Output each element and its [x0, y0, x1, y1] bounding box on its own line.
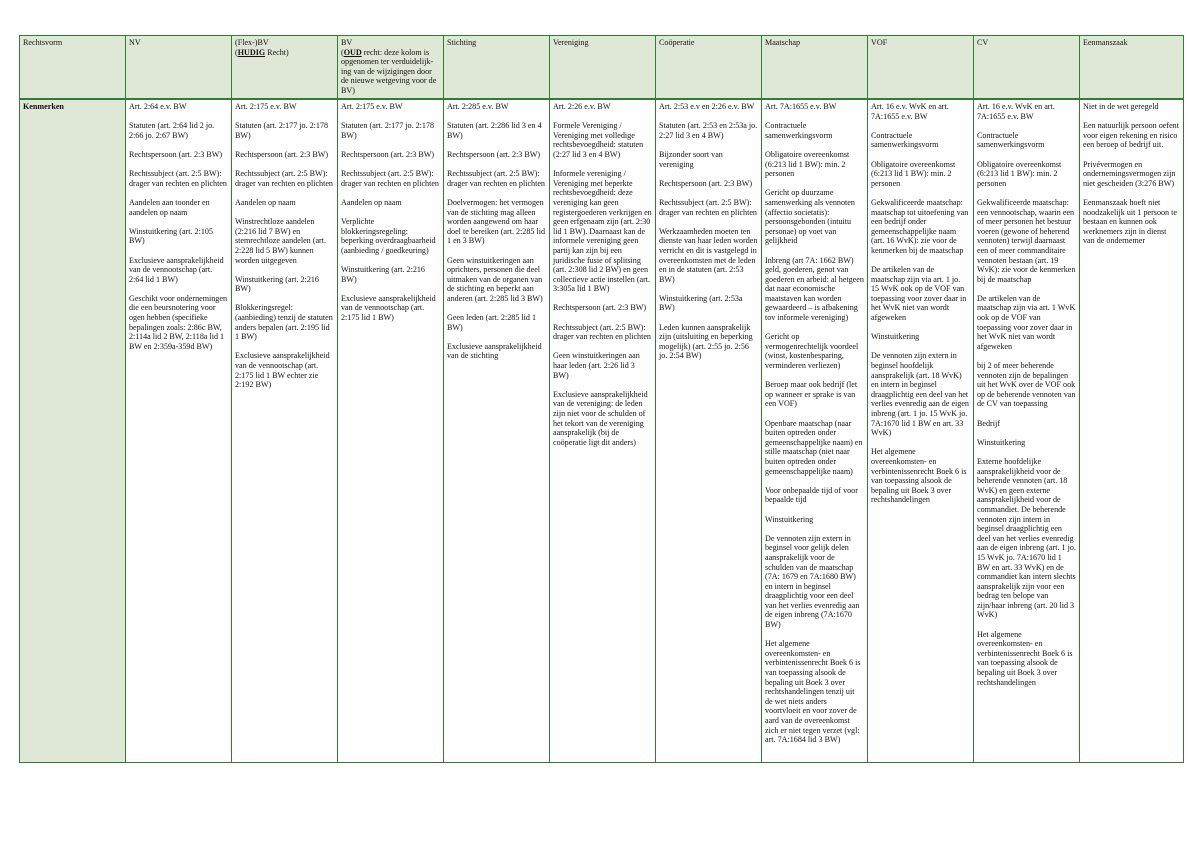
- cell-paragraph: Privévermogen en ondernemingsvermogen zijn niet gescheiden (3:276 BW): [1083, 159, 1176, 188]
- cell-paragraph: Leden kunnen aansprakelijk zijn (uitsluiting en beperking mogelijk) (art. 2:55 jo. 2:56 jo. 2:54 BW): [659, 322, 753, 361]
- cell-paragraph: Exclusieve aansprakelijkheid van de vereniging: de leden zijn niet voor de schulden of het tekort van de vereniging aansprakelijk (bij de coöperatie ligt dit anders): [553, 389, 648, 447]
- cell-paragraph: Art. 2:285 e.v. BW: [447, 102, 509, 111]
- cell-paragraph: Winstuitkering (art. 2:216 BW): [341, 265, 425, 284]
- cell-paragraph: De artikelen van de maatschap zijn via art. 1 WvK ook op de VOF van toepassing voor zover daar in het WvK niet van wordt afgeweken: [977, 293, 1076, 351]
- cell-paragraph: Geen winstuitkeringen aan oprichters, personen die deel uitmaken van de organen van de stichting en beperkt aan anderen (art. 2:285 lid 3 BW): [447, 255, 543, 303]
- cell-paragraph: Blokkeringsregel: (aanbieding) tenzij de statuten anders bepalen (art. 2:195 lid 1 BW): [235, 303, 333, 342]
- cell-cooperatie: [656, 100, 762, 763]
- cell-paragraph: Doelvermogen: het vermogen van de stichting mag alleen worden aangewend om haar doel te bereiken (art. 2:285 lid 1 en 3 BW): [447, 197, 545, 246]
- cell-paragraph: Art. 7A:1655 e.v. BW: [765, 102, 837, 111]
- cell-paragraph: Exclusieve aansprakelijkheid van de stichting: [447, 341, 542, 361]
- cell-paragraph: Gekwalificeerde maatschap: een vennootschap, waarin een of meer personen het bestuur voeren (gewone of beherend vennoten) terwijl daarnaast een of meer commanditaire vennoten bestaan (art. 19 WvK): zie voor de kenmerken bij de maatschap: [977, 197, 1076, 284]
- cell-paragraph: Art. 16 e.v. WvK en art. 7A:1655 e.v. BW: [871, 102, 949, 121]
- cell-paragraph: Art. 2:175 e.v. BW: [235, 102, 297, 111]
- cell-paragraph: Het algemene overeenkomsten- en verbintenissenrecht Boek 6 is van toepassing alsook de bepaling uit Boek 3 over rechtshandelingen tenzij uit de wet niets anders voortvloeit en voor zover de aard van de overeenkomst zich er niet tegen verzet (vgl: art. 7A:1684 lid 3 BW): [765, 639, 861, 745]
- cell-paragraph: Rechtspersoon (art. 2:3 BW): [659, 178, 753, 188]
- cell-paragraph: Rechtspersoon (art. 2:3 BW): [447, 149, 541, 159]
- cell-paragraph: Aandelen op naam: [235, 197, 296, 207]
- cell-paragraph: Statuten (art. 2:177 jo. 2:178 BW): [235, 121, 329, 140]
- cell-paragraph: Art. 2:53 e.v en 2:26 e.v. BW: [659, 102, 755, 111]
- cell-paragraph: Rechtssubject (art. 2:5 BW): drager van rechten en plichten: [341, 169, 439, 188]
- header-cv: CV: [974, 36, 1080, 99]
- cell-paragraph: Winstuitkering (art. 2:216 BW): [235, 274, 319, 294]
- header-eenmanszaak: Eenmanszaak: [1080, 36, 1184, 99]
- cell-paragraph: Art. 2:175 e.v. BW: [341, 102, 403, 111]
- cell-paragraph: Gekwalificeerde maatschap: maatschap tot uitoefening van een bedrijf onder gemeenschappelijke naam (art. 16 WvK): zie voor de kenmerken bij de maatschap: [871, 197, 969, 255]
- cell-paragraph: Bedrijf: [977, 418, 1000, 428]
- header-cooperatie: Coöperatie: [656, 36, 762, 99]
- cell-flexbv: [232, 100, 338, 763]
- cell-vof: [868, 100, 974, 763]
- cell-paragraph: bij 2 of meer beherende vennoten zijn de bepalingen uit het WvK over de VOF ook op de beherende vennoten van de CV van toepassing: [977, 361, 1076, 409]
- cell-paragraph: Art. 2:64 e.v. BW: [129, 102, 187, 111]
- cell-paragraph: Contractuele samenwerkingsvorm: [977, 130, 1045, 150]
- kenmerken-label: Kenmerken: [20, 100, 126, 763]
- cell-paragraph: Voor onbepaalde tijd of voor bepaalde tijd: [765, 485, 858, 505]
- cell-maatschap: [762, 100, 868, 763]
- cell-paragraph: Geen winstuitkeringen aan haar leden (art. 2:26 lid 3 BW): [553, 351, 640, 380]
- cell-paragraph: Winstrechtloze aandelen (2:216 lid 7 BW) en stemrechtloze aandelen (art. 2:228 lid 5 BW) kunnen worden uitgegeven: [235, 217, 327, 265]
- kenmerken-row: [20, 100, 1184, 763]
- cell-paragraph: Art. 16 e.v. WvK en art. 7A:1655 e.v. BW: [977, 102, 1055, 121]
- cell-cv: [974, 100, 1080, 763]
- kenmerken-table: [19, 99, 1184, 763]
- cell-paragraph: Bijzonder soort van vereniging: [659, 149, 723, 169]
- cell-paragraph: Exclusieve aansprakelijkheid van de vennootschap (art. 2:175 lid 1 BW): [341, 293, 436, 323]
- cell-paragraph: Rechtspersoon (art. 2:3 BW): [129, 149, 223, 159]
- cell-paragraph: Formele Vereniging / Vereniging met volledige rechtsbevoegdheid: statuten (2:27 lid 3 en 4 BW): [553, 121, 644, 159]
- cell-paragraph: Statuten (art. 2:53 en 2:53a jo. 2:27 lid 3 en 4 BW): [659, 121, 758, 140]
- cell-paragraph: Obligatoire overeenkomst (6:213 lid 1 BW): min. 2 personen: [871, 159, 956, 188]
- cell-paragraph: Rechtssubject (art. 2:5 BW): drager van rechten en plichten: [129, 169, 227, 188]
- cell-paragraph: Winstuitkering (art. 2:105 BW): [129, 226, 213, 246]
- cell-paragraph: Het algemene overeenkomsten- en verbintenissenrecht Boek 6 is van toepassing alsook de bepaling uit Boek 3 over rechtshandelingen: [871, 447, 967, 505]
- cell-paragraph: Het algemene overeenkomsten- en verbintenissenrecht Boek 6 is van toepassing alsook de bepaling uit Boek 3 over rechtshandelingen: [977, 629, 1073, 687]
- cell-paragraph: Statuten (art. 2:286 lid 3 en 4 BW): [447, 121, 542, 140]
- cell-eenmanszaak: [1080, 100, 1184, 763]
- cell-paragraph: Rechtssubject (art. 2:5 BW): drager van rechten en plichten: [447, 169, 545, 188]
- cell-paragraph: Gericht op vermogenrechtelijk voordeel (winst, kostenbesparing, verminderen verliezen): [765, 332, 859, 371]
- cell-paragraph: Werkzaamheden moeten ten dienste van haar leden worden verricht en dit is vastgelegd in overeenkomsten met de leden en in de statuten (art. 2:53 BW): [659, 226, 758, 284]
- cell-paragraph: Informele vereniging / Vereniging met beperkte rechtsbevoegdheid: deze vereniging kan geen registergoederen verkrijgen en geen erfgenaam zijn (art. 2:30 lid 1 BW). Daarnaast kan de informele vereniging geen partij kan zijn bij een juridische fusie of splitsing (art. 2:308 lid 2 BW) en geen collectieve actie instellen (art. 3:305a lid 1 BW): [553, 169, 652, 294]
- cell-paragraph: Rechtspersoon (art. 2:3 BW): [341, 149, 435, 159]
- header-vereniging: Vereniging: [550, 36, 656, 99]
- cell-paragraph: Rechtssubject (art. 2:5 BW): drager van rechten en plichten: [659, 197, 757, 217]
- cell-paragraph: De vennoten zijn extern in beginsel voor gelijk delen aansprakelijk voor de schulden van de maatschap (7A: 1679 en 7A:1680 BW) en intern in beginsel draagplichtig voor een deel van het verlies evenredig aan de eigen inbreng (7A:1670 BW): [765, 533, 860, 630]
- cell-paragraph: Inbreng (art 7A: 1662 BW) geld, goederen, genot van goederen en arbeid: al hetgeen dat naar economische maatstaven kan worden gewaardeerd – is afbakening tov informele vereniging): [765, 255, 864, 323]
- header-oudbv: BV (OUD recht: deze kolom is opgenomen ter verduidelijk-ing van de wijzigingen door de nieuwe wetgeving voor de BV): [338, 36, 444, 99]
- cell-paragraph: Rechtssubject (art. 2:5 BW): drager van rechten en plichten: [553, 322, 651, 342]
- cell-vereniging: [550, 100, 656, 763]
- cell-paragraph: Obligatoire overeenkomst (6:213 lid 1 BW): min. 2 personen: [977, 159, 1062, 188]
- cell-paragraph: Winstuitkering (art. 2:53a BW): [659, 293, 743, 313]
- header-vof: VOF: [868, 36, 974, 99]
- cell-oudbv: [338, 100, 444, 763]
- cell-paragraph: Winstuitkering: [871, 332, 920, 342]
- header-row: [20, 36, 1184, 99]
- cell-paragraph: Externe hoofdelijke aansprakelijkheid voor de beherende vennoten (art. 18 WvK) en geen externe aansprakelijkheid voor de commandiet. De beherende vennoten zijn intern in beginsel draagplichtig een deel van het verlies evenredig aan de eigen inbreng (art. 1 jo. 15 WvK jo. 7A:1670 lid 1 BW en art. 33 WvK) en de commandiet kan intern slechts aansprakelijk zijn voor een bedrag ten belope van zijn/haar inbreng (art. 20 lid 3 WvK): [977, 456, 1076, 620]
- header-maatschap: Maatschap: [762, 36, 868, 99]
- cell-nv: [126, 100, 232, 763]
- cell-paragraph: Rechtspersoon (art. 2:3 BW): [235, 149, 329, 159]
- cell-paragraph: De vennoten zijn extern in beginsel hoofdelijk aansprakelijk (art. 18 WvK) en intern in beginsel draagplichtig een deel van het verlies evenredig aan de eigen inbreng (art. 1 jo. 15 WvK jo. 7A:1670 lid 1 BW en art. 33 WvK): [871, 351, 969, 438]
- cell-paragraph: Openbare maatschap (naar buiten optreden onder gemeenschappelijke naam) en stille maatschap (niet naar buiten optreden onder gemeenschappelijke naam): [765, 418, 863, 476]
- cell-paragraph: Statuten (art. 2:64 lid 2 jo. 2:66 jo. 2:67 BW): [129, 121, 215, 140]
- cell-paragraph: Contractuele samenwerkingsvorm: [871, 130, 939, 150]
- cell-paragraph: Rechtspersoon (art. 2:3 BW): [553, 303, 647, 313]
- header-table: [19, 35, 1184, 99]
- header-nv: NV: [126, 36, 232, 99]
- cell-paragraph: De artikelen van de maatschap zijn via art. 1 jo. 15 WvK ook op de VOF van toepassing voor zover daar in het WvK niet van wordt afgeweken: [871, 265, 967, 323]
- cell-paragraph: Niet in de wet geregeld: [1083, 102, 1159, 111]
- header-flexbv: (Flex-)BV (HUDIG Recht): [232, 36, 338, 99]
- cell-stichting: [444, 100, 550, 763]
- cell-paragraph: Verplichte blokkeringsregeling: beperking overdraagbaarheid (aanbieding / goedkeuring): [341, 217, 436, 255]
- cell-paragraph: Statuten (art. 2:177 jo. 2:178 BW): [341, 121, 435, 140]
- cell-paragraph: Obligatoire overeenkomst (6:213 lid 1 BW): min. 2 personen: [765, 149, 850, 179]
- cell-paragraph: Een natuurlijk persoon oefent voor eigen rekening en risico een beroep of bedrijf uit.: [1083, 121, 1179, 150]
- cell-paragraph: Winstuitkering: [977, 437, 1026, 447]
- cell-paragraph: Aandelen aan toonder en aandelen op naam: [129, 197, 210, 217]
- header-rechtsvorm: Rechtsvorm: [20, 36, 126, 99]
- cell-paragraph: Exclusieve aansprakelijkheid van de vennootschap (art. 2:64 lid 1 BW): [129, 255, 224, 284]
- cell-paragraph: Eenmanszaak hoeft niet noodzakelijk uit 1 persoon te bestaan en kunnen ook werknemers zijn in dienst van de ondernemer: [1083, 197, 1177, 246]
- cell-paragraph: Winstuitkering: [765, 514, 814, 524]
- cell-paragraph: Rechtssubject (art. 2:5 BW): drager van rechten en plichten: [235, 169, 333, 188]
- header-stichting: Stichting: [444, 36, 550, 99]
- cell-paragraph: Geen leden (art. 2:285 lid 1 BW): [447, 313, 537, 332]
- cell-paragraph: Aandelen op naam: [341, 197, 402, 207]
- cell-paragraph: Beroep maar ook bedrijf (let op wanneer er sprake is van een VOF): [765, 380, 858, 409]
- cell-paragraph: Gericht op duurzame samenwerking als vennoten (affectio societatis): persoonsgebonden (intuitu personae) op voet van gelijkheid: [765, 188, 855, 246]
- cell-paragraph: Art. 2:26 e.v. BW: [553, 102, 611, 111]
- cell-paragraph: Exclusieve aansprakelijkheid van de vennootschap (art. 2:175 lid 1 BW echter zie 2:192 BW): [235, 351, 330, 390]
- cell-paragraph: Geschikt voor ondernemingen die een beursnotering voor ogen hebben (specifieke bepalingen zoals: 2:86c BW, 2:114a lid 2 BW, 2:118a lid 1 BW en 2:359a-359d BW): [129, 293, 227, 351]
- cell-paragraph: Contractuele samenwerkingsvorm: [765, 121, 833, 140]
